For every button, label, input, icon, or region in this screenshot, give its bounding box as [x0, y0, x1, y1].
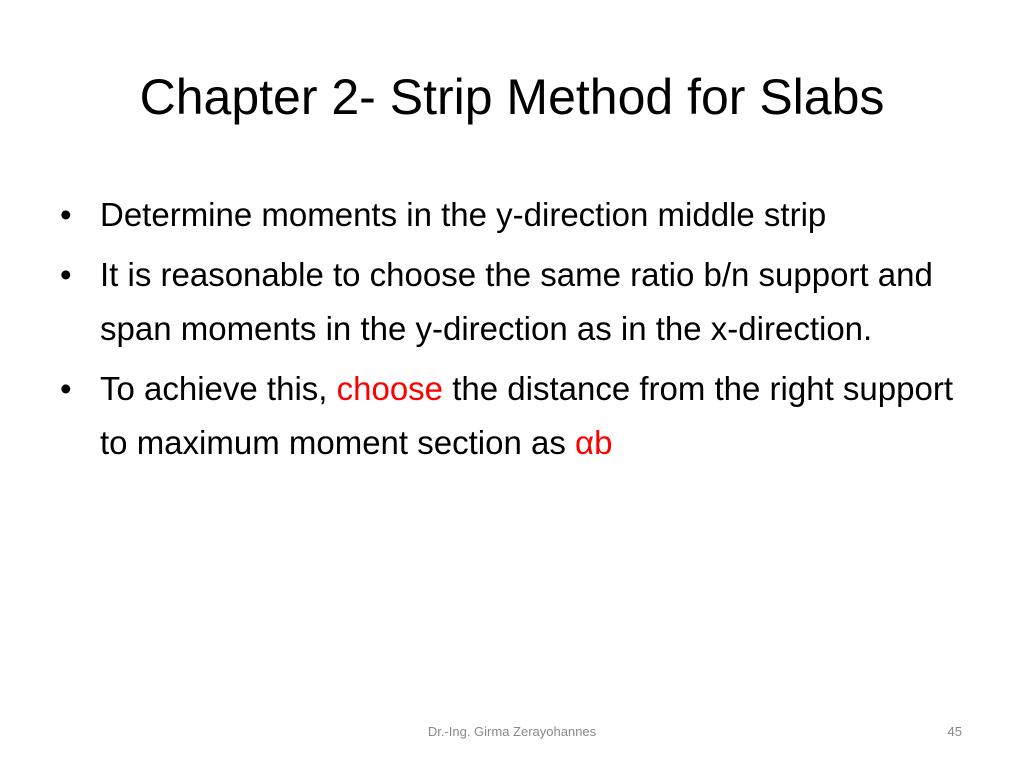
bullet-item — [60, 362, 960, 470]
bullet-marker: • — [60, 196, 72, 233]
page-number: 45 — [947, 724, 962, 739]
bullet-item — [60, 188, 960, 242]
highlighted-word: choose — [336, 370, 444, 407]
bullet-item — [60, 248, 960, 356]
bullet-text-after: the distance from the right support to maximum moment section as — [100, 370, 953, 461]
footer-author: Dr.-Ing. Girma Zerayohannes — [427, 724, 597, 739]
alpha-b-symbol: αb — [575, 424, 613, 461]
bullet-marker: • — [60, 370, 72, 407]
bullet-marker: • — [60, 256, 72, 293]
bullet-text: Determine moments in the y-direction middle strip — [100, 196, 827, 233]
bullet-list — [60, 188, 960, 476]
slide-title: Chapter 2- Strip Method for Slabs — [139, 69, 885, 125]
bullet-text-before: To achieve this, — [100, 370, 337, 407]
bullet-text: It is reasonable to choose the same ratio b/n support and span moments in the y-direction as in the x-direction. — [100, 256, 933, 347]
